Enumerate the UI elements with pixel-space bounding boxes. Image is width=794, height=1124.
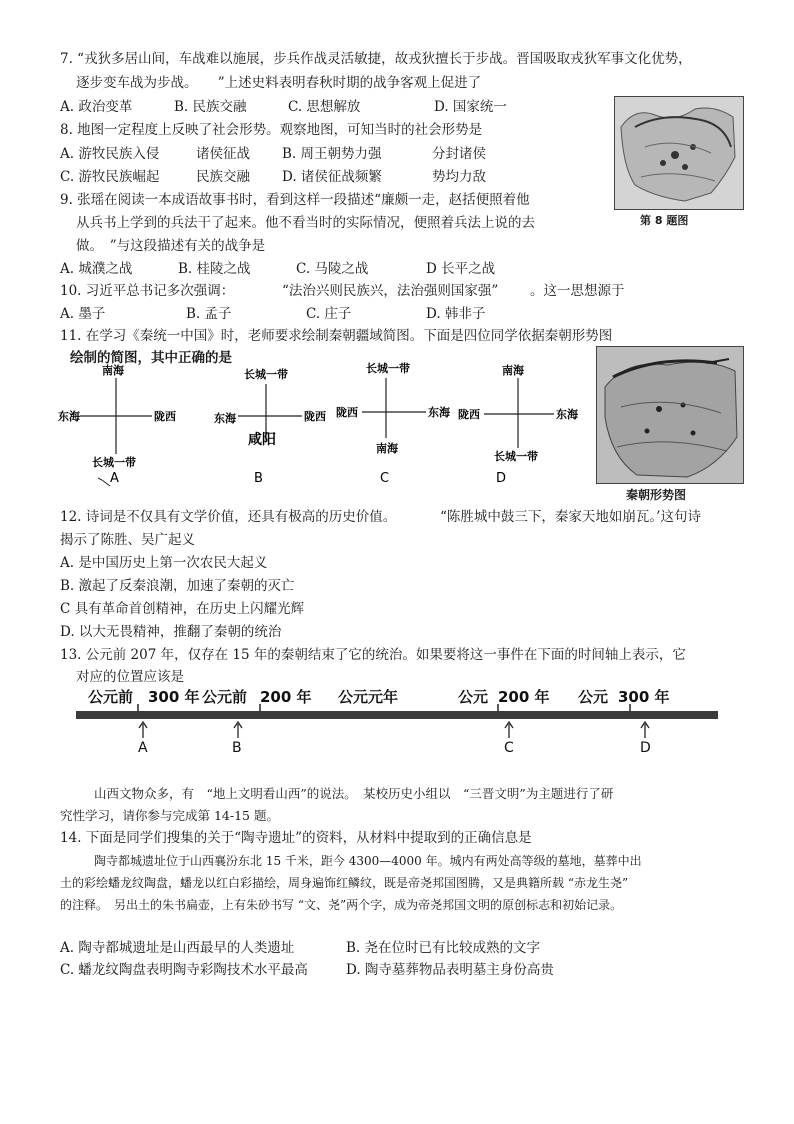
q11-c-top: 长城一带 [366,362,410,375]
q10-option-d: D. 韩非子 [426,306,486,322]
q10-option-a: A. 墨子 [60,306,106,322]
q14-material-line3: 的注释。 另出土的朱书扁壶，上有朱砂书写 “文、尧”两个字，成为帝尧邦国文明的原创标志和初始记录。 [60,898,623,912]
q8-option-c: C. 游牧民族崛起 [60,169,160,185]
q13-stem-line1: 13. 公元前 207 年，仅存在 15 年的秦朝结束了它的统治。如果要将这一事件在下面的时间轴上表示，它 [60,647,686,663]
q8-option-d-extra: 势均力敌 [432,169,486,185]
q7-option-c: C. 思想解放 [288,99,361,115]
q11-c-right: 东海 [428,406,450,419]
q12-stem-line2: 揭示了陈胜、吴广起义 [60,532,195,548]
q13-label-200: 200 年 [260,688,312,706]
q12-option-d: D. 以大无畏精神，推翻了秦朝的统治 [60,624,282,640]
q7-stem-line1: 7. “戎狄多居山间，车战难以施展，步兵作战灵活敏捷，故戎狄擅长于步战。晋国吸取戎狄军事文化优势， [60,51,692,67]
q11-a-top: 南海 [102,364,124,377]
q11-b-top: 长城一带 [244,368,288,381]
q13-label-ce-2: 公元 [578,688,609,706]
q11-qin-map-image [596,346,744,484]
q12-stem-quote: “陈胜城中鼓三下，秦家天地如崩瓦。’这句诗 [440,509,701,525]
q10-option-b: B. 孟子 [186,306,232,322]
q10-stem-quote: “法治兴则民族兴，法治强则国家强” [282,283,499,299]
q11-a-right: 陇西 [154,410,176,423]
q8-option-b-extra: 分封诸侯 [432,146,486,162]
q13-arrow-a: A [138,740,148,756]
q11-stem-line2: 绘制的简图，其中正确的是 [70,350,232,366]
q14-option-d: D. 陶寺墓葬物品表明墓主身份高贵 [346,962,554,978]
q9-stem-line3: 做。 ”与这段描述有关的战争是 [76,238,266,254]
q8-option-d: D. 诸侯征战频繁 [282,169,382,185]
q13-label-300: 300 年 [148,688,200,706]
q13-timeline-bar [76,711,718,719]
q13-label-200ce: 200 年 [498,688,550,706]
q11-d-right: 东海 [556,408,578,421]
q13-label-bce-2: 公元前 [202,688,248,706]
q9-stem-line1: 9. 张瑶在阅读一本成语故事书时，看到这样一段描述“廉颇一走，赵括便照着他 [60,192,530,208]
q11-sketch-diagrams [40,356,600,492]
q8-option-b: B. 周王朝势力强 [282,146,382,162]
q9-option-b: B. 桂陵之战 [178,261,251,277]
q13-label-ad1: 公元元年 [338,688,399,706]
section-intro-line1: 山西文物众多，有 “地上文明看山西”的说法。 某校历史小组以 “三晋文明”为主题进行了研 [94,786,614,801]
q13-label-bce: 公元前 [88,688,134,706]
section-intro-line2: 究性学习，请你参与完成第 14-15 题。 [60,808,279,823]
q13-arrow-b: B [232,740,242,756]
q11-a-letter: A [110,471,119,486]
q13-stem-line2: 对应的位置应该是 [76,669,184,685]
q7-option-a: A. 政治变革 [60,99,133,115]
q13-arrow-d: D [640,740,651,756]
q11-c-left: 陇西 [336,406,358,419]
q10-stem-a: 10. 习近平总书记多次强调： [60,283,235,299]
q8-option-a: A. 游牧民族入侵 [60,146,160,162]
q8-option-a-extra: 诸侯征战 [196,146,250,162]
q8-stem: 8. 地图一定程度上反映了社会形势。观察地图，可知当时的社会形势是 [60,122,483,138]
q11-diagram-b [214,367,326,486]
q11-c-bottom: 南海 [376,442,398,455]
q7-stem-line2: 逐步变车战为步战。 ”上述史料表明春秋时期的战争客观上促进了 [76,75,482,91]
q9-option-a: A. 城濮之战 [60,261,133,277]
q11-b-right: 陇西 [304,410,326,423]
q14-option-b: B. 尧在位时已有比较成熟的文字 [346,940,541,956]
q7-option-d: D. 国家统一 [434,99,507,115]
q11-diagram-d [458,363,579,486]
q11-d-left: 陇西 [458,408,480,421]
q7-option-b: B. 民族交融 [174,99,247,115]
q11-map-caption: 秦朝形势图 [626,488,687,502]
q13-label-300ce: 300 年 [618,688,670,706]
q11-diagram-c [336,361,451,486]
q11-a-left: 东海 [58,410,80,423]
q8-map-image [614,96,744,210]
q10-stem-c: 。这一思想源于 [530,283,625,299]
q9-stem-line2: 从兵书上学到的兵法干了起来。他不看当时的实际情况，便照着兵法上说的去 [76,215,535,231]
q8-map-caption: 第 8 题图 [640,214,689,227]
q13-arrow-c: C [504,740,514,756]
q11-b-letter: B [254,471,263,486]
q12-stem-a: 12. 诗词是不仅具有文学价值，还具有极高的历史价值。 [60,509,397,525]
q13-timeline [70,684,726,756]
q14-stem: 14. 下面是同学们搜集的关于“陶寺遗址”的资料，从材料中提取到的正确信息是 [60,830,532,846]
q11-diagram-a [58,363,176,486]
q11-d-letter: D [496,471,507,486]
q9-option-c: C. 马陵之战 [296,261,369,277]
q12-option-a: A. 是中国历史上第一次农民大起义 [60,555,268,571]
q14-option-a: A. 陶寺都城遗址是山西最早的人类遗址 [60,940,295,956]
q14-material-line1: 陶寺都城遗址位于山西襄汾东北 15 千米，距今 4300—4000 年。城内有两处高等级的墓地，墓葬中出 [94,854,642,868]
q10-option-c: C. 庄子 [306,306,352,322]
q11-a-bottom: 长城一带 [92,456,136,469]
q11-c-letter: C [380,471,390,486]
q11-b-bottom: 咸阳 [248,432,276,448]
q12-option-c: C 具有革命首创精神，在历史上闪耀光辉 [60,601,305,617]
q11-b-left: 东海 [214,412,236,425]
q14-material-line2: 土的彩绘蟠龙纹陶盘，蟠龙以红白彩描绘，周身遍饰红鳞纹，既是帝尧邦国图腾，又是典籍所载 “赤龙生尧” [60,876,629,890]
q14-option-c: C. 蟠龙纹陶盘表明陶寺彩陶技术水平最高 [60,962,308,978]
q11-stem-line1: 11. 在学习《秦统一中国》时，老师要求绘制秦朝疆域简图。下面是四位同学依据秦朝形势图 [60,328,613,344]
q11-d-top: 南海 [502,364,524,377]
q9-option-d: D 长平之战 [426,261,496,277]
q8-option-c-extra: 民族交融 [196,169,250,185]
q11-d-bottom: 长城一带 [494,450,538,463]
q12-option-b: B. 激起了反秦浪潮，加速了秦朝的灭亡 [60,578,295,594]
q13-label-ce: 公元 [458,688,489,706]
